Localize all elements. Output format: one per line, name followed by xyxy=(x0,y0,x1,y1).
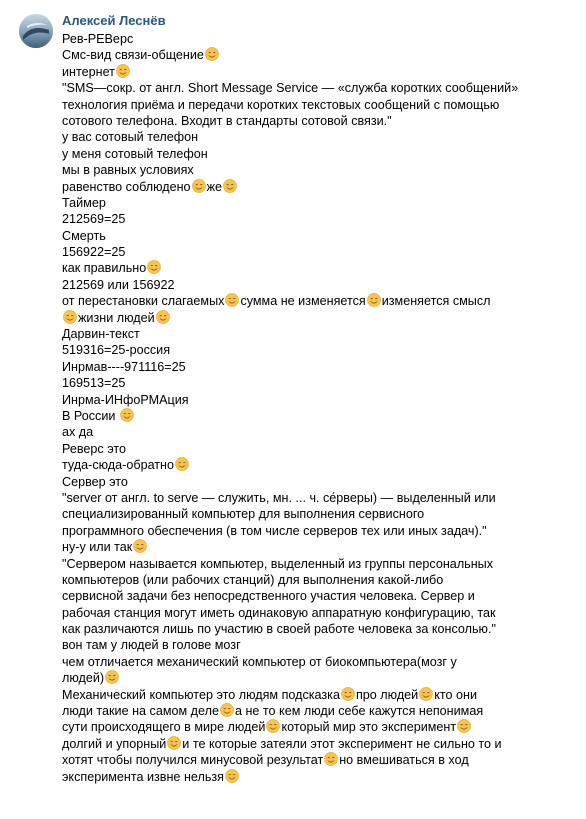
message-text: ну-у или так xyxy=(62,540,133,555)
message-line xyxy=(62,80,582,96)
message-line xyxy=(62,375,582,391)
message-line xyxy=(62,441,582,457)
message-line xyxy=(62,195,582,211)
message-text: 156922=25 xyxy=(62,245,126,260)
message-text: 212569=25 xyxy=(62,212,126,227)
message-line xyxy=(62,326,582,342)
message-text: Таймер xyxy=(62,195,106,210)
smiling-face-emoji-icon xyxy=(220,703,234,717)
message-text: Инрма-ИНфоРМАция xyxy=(62,392,189,407)
message-text: кто они xyxy=(434,687,477,702)
smiling-face-emoji-icon xyxy=(419,687,433,701)
message-line xyxy=(62,113,582,129)
message-line xyxy=(62,687,582,703)
smiling-face-emoji-icon xyxy=(457,719,471,733)
message-line xyxy=(62,146,582,162)
message-line xyxy=(62,457,582,473)
smiling-face-emoji-icon xyxy=(223,179,237,193)
message-text: "Сервером называется компьютер, выделенный из группы персональных xyxy=(62,556,494,571)
message-text: вон там у людей в голове мозг xyxy=(62,638,241,653)
message-text: 169513=25 xyxy=(62,376,126,391)
message-line xyxy=(62,97,582,113)
message-line xyxy=(62,621,582,637)
message-text: Инрмав----971116=25 xyxy=(62,359,186,374)
smiling-face-emoji-icon xyxy=(175,457,189,471)
message-line xyxy=(62,556,582,572)
message-text: сервисной задачи без непосредственного участия человека. Сервер и xyxy=(62,589,475,604)
message-text: Смерть xyxy=(62,228,106,243)
message-line xyxy=(62,162,582,178)
message-line xyxy=(62,752,582,768)
author-name[interactable]: Алексей Леснёв xyxy=(62,13,166,28)
avatar-image xyxy=(19,14,53,48)
message-text: изменяется смысл xyxy=(381,294,491,309)
smiling-face-emoji-icon xyxy=(147,260,161,274)
smiling-face-emoji-icon xyxy=(266,719,280,733)
smiling-face-emoji-icon xyxy=(225,293,239,307)
message-text: долгий и упорный xyxy=(62,736,167,751)
message-text: хотят чтобы получился минусовой результат xyxy=(62,753,324,768)
message-text: и те которые затеяли этот эксперимент не сильно то и xyxy=(182,736,502,751)
message-text: как различаются лишь по участию в своей работе человека за консолью." xyxy=(62,622,496,637)
smiling-face-emoji-icon xyxy=(133,539,147,553)
message-text: Механический компьютер это людям подсказка xyxy=(62,687,340,702)
message-text: который мир это эксперимент xyxy=(281,720,457,735)
message-text: программного обеспечения (в том числе серверов тех или иных задач)." xyxy=(62,523,487,538)
message-line xyxy=(62,293,582,309)
message-line xyxy=(62,244,582,260)
message-text: же xyxy=(206,179,222,194)
smiling-face-emoji-icon xyxy=(205,47,219,61)
message-text: туда-сюда-обратно xyxy=(62,458,175,473)
smiling-face-emoji-icon xyxy=(225,769,239,783)
message-text: как правильно xyxy=(62,261,147,276)
message-line xyxy=(62,228,582,244)
message-line xyxy=(62,260,582,276)
message-line xyxy=(62,277,582,293)
message-text: чем отличается механический компьютер от биокомпьютера(мозг у xyxy=(62,654,457,669)
message-text: "server от англ. to serve — служить, мн. ... ч. се́рверы) — выделенный или xyxy=(62,490,496,505)
smiling-face-emoji-icon xyxy=(105,670,119,684)
smiling-face-emoji-icon xyxy=(116,64,130,78)
message-line xyxy=(62,211,582,227)
message-line xyxy=(62,64,582,80)
message-text: сотового телефона. Входит в стандарты сотовой связи." xyxy=(62,113,392,128)
message-line xyxy=(62,129,582,145)
message-text: у вас сотовый телефон xyxy=(62,130,199,145)
message-text: равенство соблюдено xyxy=(62,179,191,194)
message-line xyxy=(62,654,582,670)
message-text: В России xyxy=(62,408,119,423)
message-line xyxy=(62,523,582,539)
message-text: Реверс это xyxy=(62,441,126,456)
message-text: людей) xyxy=(62,671,105,686)
message-line xyxy=(62,736,582,752)
message-text: сумма не изменяется xyxy=(240,294,366,309)
message-text: у меня сотовый телефон xyxy=(62,146,208,161)
smiling-face-emoji-icon xyxy=(341,687,355,701)
message-line xyxy=(62,605,582,621)
message-line xyxy=(62,392,582,408)
message-body xyxy=(62,31,582,785)
message-text: люди такие на самом деле xyxy=(62,704,219,719)
message-line xyxy=(62,47,582,63)
message-text: Сервер это xyxy=(62,474,128,489)
message-line xyxy=(62,408,582,424)
smiling-face-emoji-icon xyxy=(167,736,181,750)
message-line xyxy=(62,424,582,440)
message-line xyxy=(62,342,582,358)
smiling-face-emoji-icon xyxy=(367,293,381,307)
smiling-face-emoji-icon xyxy=(120,408,134,422)
message-line xyxy=(62,588,582,604)
message-text: специализированный компьютер для выполнения сервисного xyxy=(62,507,425,522)
message-line xyxy=(62,31,582,47)
message-text: компьютеров (или рабочих станций) для выполнения какой-либо xyxy=(62,572,444,587)
message-text: от перестановки слагаемых xyxy=(62,294,225,309)
message-text: 519316=25-россия xyxy=(62,343,171,358)
message-text: технология приёма и передачи коротких текстовых сообщений с помощью xyxy=(62,97,500,112)
smiling-face-emoji-icon xyxy=(324,752,338,766)
message-line xyxy=(62,359,582,375)
smiling-face-emoji-icon xyxy=(192,179,206,193)
message-line xyxy=(62,769,582,785)
message-line xyxy=(62,539,582,555)
message-line xyxy=(62,703,582,719)
message-text: "SMS—сокр. от англ. Short Message Service — «служба коротких сообщений» xyxy=(62,81,519,96)
message-text: жизни людей xyxy=(78,310,155,325)
message-text: Смс-вид связи-общение xyxy=(62,48,204,63)
message-line xyxy=(62,572,582,588)
message-line xyxy=(62,719,582,735)
message-line xyxy=(62,637,582,653)
message-text: интернет xyxy=(62,64,115,79)
message-text: Рев-РЕВерс xyxy=(62,32,134,46)
message-text: мы в равных условиях xyxy=(62,163,194,178)
author-avatar[interactable] xyxy=(19,14,53,48)
message-text: но вмешиваться в ход xyxy=(339,753,469,768)
message-line xyxy=(62,179,582,195)
smiling-face-emoji-icon xyxy=(156,310,170,324)
message-line xyxy=(62,310,582,326)
message-text: 212569 или 156922 xyxy=(62,277,175,292)
message-line xyxy=(62,490,582,506)
message-line xyxy=(62,506,582,522)
message-text: рабочая станция могут иметь одинаковую аппаратную конфигурацию, так xyxy=(62,605,496,620)
message-text: а не то кем люди себе кажутся непонимая xyxy=(234,704,484,719)
message-text: сути происходящего в мире людей xyxy=(62,720,266,735)
smiling-face-emoji-icon xyxy=(63,310,77,324)
message-text: ах да xyxy=(62,425,94,440)
message-text: эксперимента извне нельзя xyxy=(62,769,224,784)
message-text: Дарвин-текст xyxy=(62,327,140,342)
message-line xyxy=(62,474,582,490)
message-text: про людей xyxy=(355,687,419,702)
message-line xyxy=(62,670,582,686)
